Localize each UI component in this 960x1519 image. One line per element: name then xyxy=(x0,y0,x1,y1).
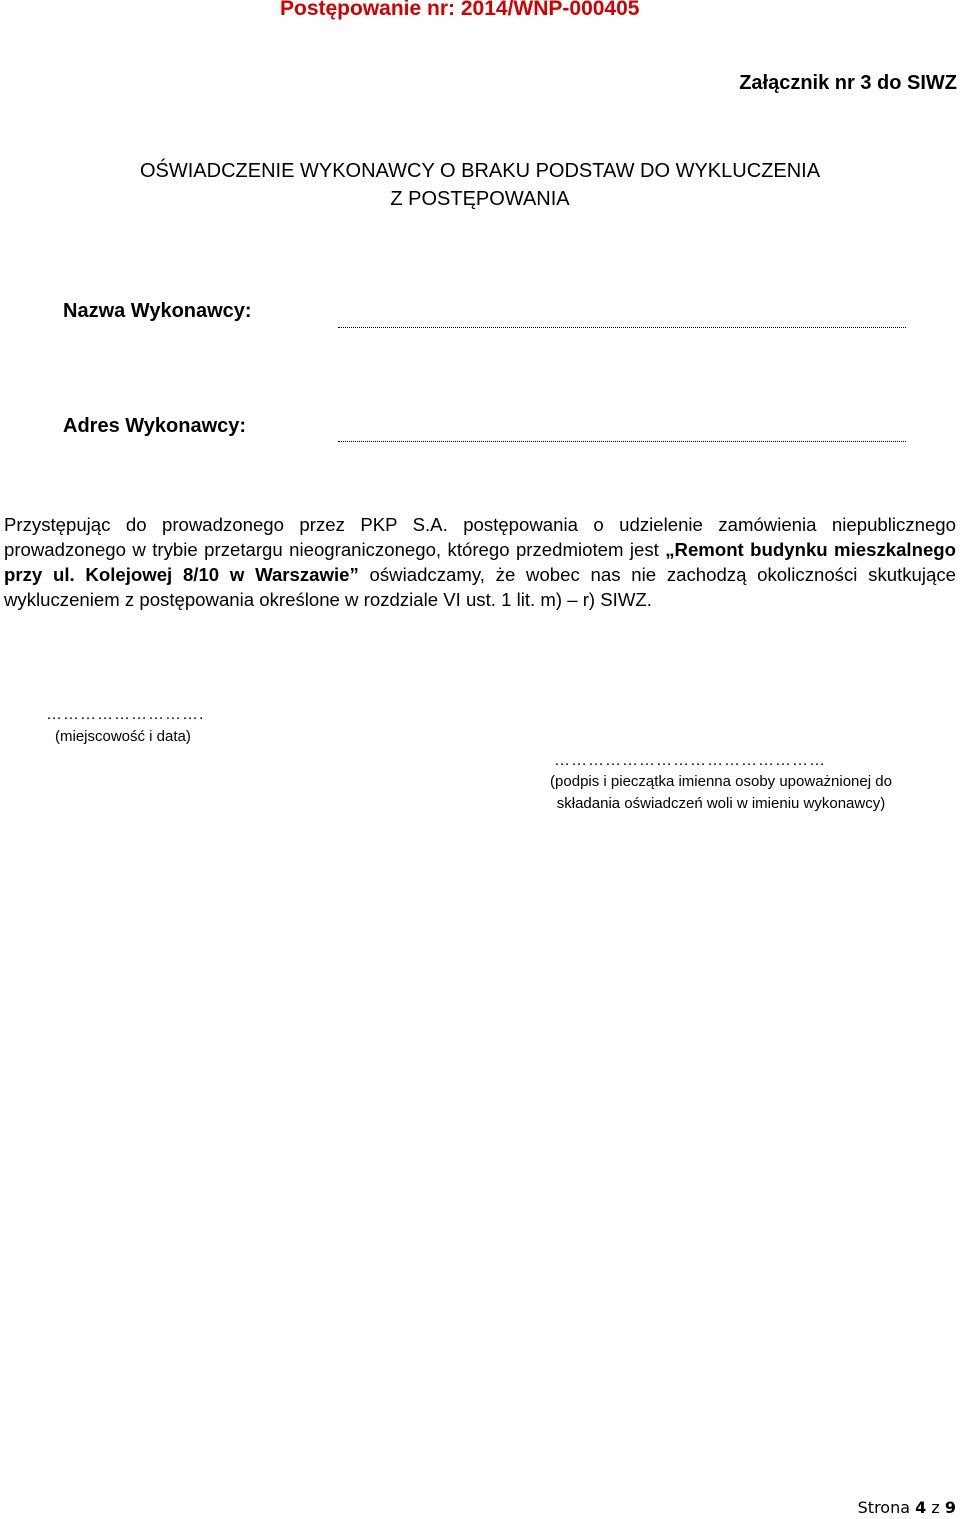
contractor-name-label: Nazwa Wykonawcy: xyxy=(63,300,252,322)
declaration-outro: oświadczamy, że wobec nas nie zachodzą okoliczności skutkujące wykluczeniem z postępowania określone w rozdziale VI ust. 1 lit. m) – r) SIWZ. xyxy=(4,564,956,610)
contract-subject: „Remont budynku mieszkalnego przy ul. Kolejowej 8/10 w Warszawie” xyxy=(4,539,957,585)
signature-caption xyxy=(538,771,904,815)
document-title-line-1: OŚWIADCZENIE WYKONAWCY O BRAKU PODSTAW DO WYKLUCZENIA xyxy=(139,160,821,182)
signature-caption-line-1: (podpis i pieczątka imienna osoby upoważnionej do xyxy=(550,773,892,790)
page-footer xyxy=(858,1498,956,1517)
contractor-address-label: Adres Wykonawcy: xyxy=(63,415,247,437)
declaration-intro: Przystępując do prowadzonego przez PKP S.A. postępowania o udzielenie zamówienia niepublicznego prowadzonego w trybie przetargu nieograniczonego, którego przedmiotem jest xyxy=(4,514,956,560)
place-date-dotted-line: ………………………. xyxy=(46,706,205,723)
attachment-label: Załącznik nr 3 do SIWZ xyxy=(739,72,957,94)
contractor-name-field[interactable] xyxy=(338,327,906,328)
of-word: z xyxy=(931,1498,940,1517)
document-title-line-2: Z POSTĘPOWANIA xyxy=(390,188,570,210)
total-pages: 9 xyxy=(944,1498,956,1517)
document-title xyxy=(0,157,960,213)
page-number: 4 xyxy=(915,1498,927,1517)
page-word: Strona xyxy=(857,1498,911,1517)
signature-caption-line-2: składania oświadczeń woli w imieniu wykonawcy) xyxy=(556,795,886,812)
signature-dotted-line: ………………………………………… xyxy=(554,752,826,769)
contractor-address-field[interactable] xyxy=(338,441,906,442)
place-date-caption: (miejscowość i data) xyxy=(55,728,191,745)
procedure-number-title: Postępowanie nr: 2014/WNP-000405 xyxy=(280,0,640,20)
declaration-paragraph xyxy=(4,512,956,612)
